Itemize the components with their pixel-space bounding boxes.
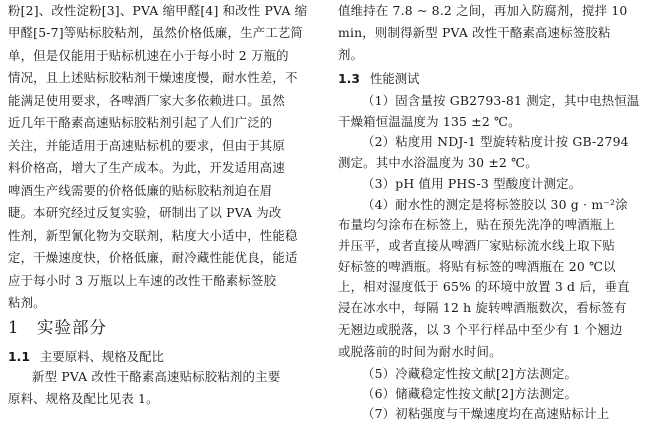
text-line: 值维持在 7.8 ~ 8.2 之间，再加入防腐剂，搅拌 10 xyxy=(338,3,628,18)
text-line: 料价格高，增大了生产成本。为此，开发适用高速 xyxy=(8,160,285,175)
section-heading: 1 实验部分 xyxy=(8,318,107,337)
subsection-number: 1.3 xyxy=(338,71,360,86)
text-line: 原料、规格及配比见表 1。 xyxy=(8,391,159,406)
text-line: （4）耐水性的测定是将标签胶以 30 g · m⁻²涂 xyxy=(362,196,628,212)
text-line: 能满足使用要求，各啤酒厂家大多依赖进口。虽然 xyxy=(8,93,285,108)
subsection-title: 主要原料、规格及配比 xyxy=(39,349,164,364)
text-line: 情况，且上述贴标胶粘剂干燥速度慢，耐水性差，不 xyxy=(8,70,298,85)
text-line: 或脱落前的时间为耐水时间。 xyxy=(338,344,502,359)
text-line: （6）储藏稳定性按文献[2]方法测定。 xyxy=(362,386,578,401)
text-line: 新型 PVA 改性干酪素高速贴标胶粘剂的主要 xyxy=(32,369,281,384)
text-line: 近几年干酪素高速贴标胶粘剂引起了人们广泛的 xyxy=(8,115,273,130)
text-line: 布量均匀涂布在标签上，贴在预先洗净的啤酒瓶上 xyxy=(338,217,615,233)
text-line: （7）初粘强度与干燥速度均在高速贴标计上 xyxy=(362,406,610,421)
text-line: 性剂，新型氰化物为交联剂，粘度大小适中，性能稳 xyxy=(8,228,298,243)
text-line: （1）固含量按 GB2793-81 测定，其中电热恒温 xyxy=(362,93,640,108)
text-line: 甲醛[5-7]等贴标胶粘剂，虽然价格低廉，生产工艺简 xyxy=(8,25,304,40)
subsection-heading xyxy=(338,71,420,86)
text-line: （5）冷藏稳定性按文献[2]方法测定。 xyxy=(362,366,578,381)
text-line: （3）pH 值用 PHS-3 型酸度计测定。 xyxy=(362,175,582,191)
text-line: 粉[2]、改性淀粉[3]、PVA 缩甲醛[4] 和改性 PVA 缩 xyxy=(8,3,308,18)
text-line: 睫。本研究经过反复实验，研制出了以 PVA 为改 xyxy=(8,205,282,220)
text-line: 好标签的啤酒瓶。将贴有标签的啤酒瓶在 20 ℃以 xyxy=(338,258,616,274)
text-line: 啤酒生产线需要的价格低廉的贴标胶粘剂迫在眉 xyxy=(8,183,273,198)
text-line: 定，干燥速度快，价格低廉，耐冷藏性能优良，能适 xyxy=(8,250,298,265)
text-line: min，则制得新型 PVA 改性干酪素高速标签胶粘 xyxy=(338,25,611,40)
text-line: 并压平，或者直接从啤酒厂家贴标流水线上取下贴 xyxy=(338,237,615,253)
text-line: 单，但是仅能用于贴标机速在小于每小时 2 万瓶的 xyxy=(8,48,289,63)
text-line: 测定。其中水浴温度为 30 ±2 ℃。 xyxy=(338,155,538,171)
text-line: 浸在冰水中，每隔 12 h 旋转啤酒瓶数次，看标签有 xyxy=(338,300,627,315)
text-line: （2）粘度用 NDJ-1 型旋转粘度计按 GB-2794 xyxy=(362,134,629,150)
subsection-number: 1.1 xyxy=(8,349,30,364)
text-line: 上，相对湿度低于 65% 的环境中放置 3 d 后，垂直 xyxy=(338,279,630,295)
text-line: 干燥箱恒温温度为 135 ±2 ℃。 xyxy=(338,113,521,129)
subsection-heading xyxy=(8,349,164,364)
text-line: 剂。 xyxy=(338,47,364,62)
text-line: 关注，并能适用于高速贴标机的要求，但由于其原 xyxy=(8,138,285,153)
text-line: 无翘边或脱落，以 3 个平行样品中至少有 1 个翘边 xyxy=(338,322,623,337)
subsection-title: 性能测试 xyxy=(369,71,420,86)
text-line: 粘剂。 xyxy=(8,295,46,310)
text-line: 应于每小时 3 万瓶以上车速的改性干酪素标签胶 xyxy=(8,273,277,288)
